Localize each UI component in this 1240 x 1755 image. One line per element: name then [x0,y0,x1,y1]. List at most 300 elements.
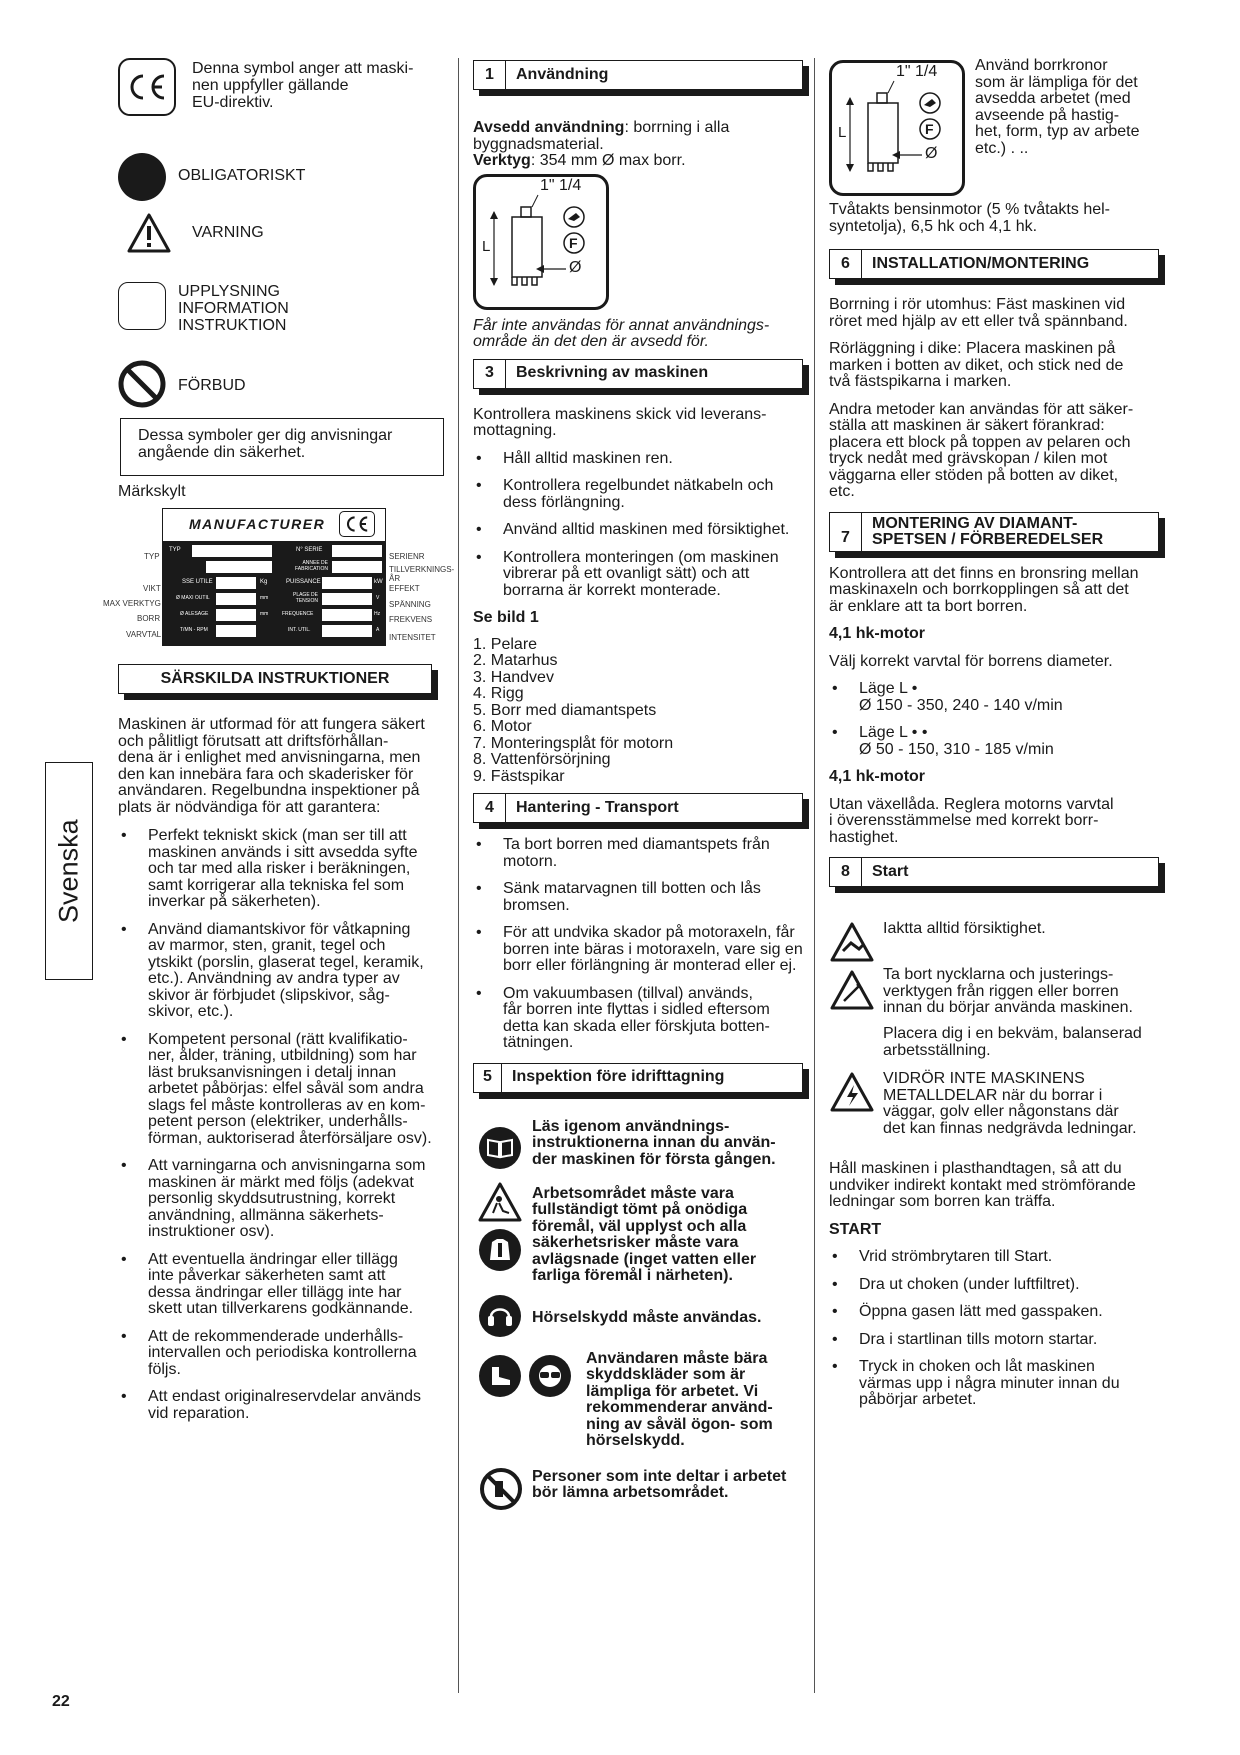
list-item [473,881,803,914]
item-line: Placera dig i en bekväm, balanserad [883,1025,1142,1042]
paragraph [829,297,1159,330]
tool-label: Verktyg [473,152,531,169]
item-line: rekommenderar använd- [586,1399,773,1416]
item-line: farliga föremål i närheten). [532,1267,733,1284]
plate-field [216,625,256,637]
symbols-box-line: Dessa symboler ger dig anvisningar [138,427,393,444]
list-item-line: värmas upp i några minuter innan du [859,1374,1120,1392]
item-line: föremål, väl upplyst och alla [532,1217,747,1235]
symbols-info-box [120,418,444,476]
intended-use-text: byggnadsmaterial. [473,135,604,153]
plate-unit: A [376,627,380,633]
engine-text [829,202,1159,235]
eye-protection-icon [529,1355,571,1397]
ce-text-line: Denna symbol anger att maski- [192,60,414,77]
tool-text: : 354 mm Ø max borr. [530,152,686,169]
list-item-line: samt korrigerar alla tekniska fel som [148,876,405,894]
section-number: 8 [830,858,862,886]
plate-outer-label: VIKT [143,584,161,593]
section-title [862,516,1103,548]
plate-outer-label: SPÄNNING [389,600,431,609]
plate-field [322,593,372,605]
s7-line: maskinaxeln och borrkopplingen så att det [829,581,1129,598]
list-item [473,522,803,539]
list-item-line: • Perfekt tekniskt skick (man ser till att [148,827,407,844]
list-item-line: • Öppna gasen lätt med gasspaken. [859,1303,1103,1320]
hold-line: ledningar som borren kan träffa. [829,1193,1056,1210]
list-item [118,1158,454,1241]
list-item [473,451,803,468]
s7-line: är enklare att ta bort borren. [829,597,1028,615]
header-box [473,359,803,389]
info-line: INSTRUKTION [178,317,287,334]
section-title: Hantering - Transport [516,798,679,816]
start-warning-position [883,1026,1142,1059]
paragraph-line: etc. [829,483,855,500]
bits-line: avseende på hastig- [975,106,1120,124]
plate-field [216,609,256,621]
clothing-icon [479,1229,521,1271]
inspection-item-bystanders [532,1469,786,1502]
plate-outer-label: BORR [137,614,161,623]
item-line: Ta bort nycklarna och justerings- [883,966,1114,983]
figure-thread-label: 1" 1/4 [896,63,938,80]
item-line: innan du börjar använda maskinen. [883,999,1133,1016]
list-item-line: • Läge L • • [859,724,928,741]
list-item-line: dessa ändringar eller tillägg inte har [148,1283,402,1301]
plate-field [206,561,272,573]
motor-text: Välj korrekt varvtal för borrens diameter. [829,652,1113,670]
item-line: säkerhetsrisker måste vara [532,1234,739,1251]
list-item-line: av marmor, sten, granit, tegel och [148,937,386,954]
item-line: verktygen från riggen eller borren [883,982,1119,1000]
start-heading: START [829,1220,882,1238]
plate-ce-icon [339,511,375,537]
safety-boots-icon [479,1355,521,1397]
special-bullets [118,828,454,1433]
list-item-line: skivor är förbjudet (slipskivor, såg- [148,986,390,1004]
list-item-line: • Att endast originalreservdelar används [148,1388,422,1405]
list-item [118,922,454,1021]
bits-line: som är lämpliga för det [975,73,1138,91]
plate-outer-label: TILLVERKNINGS- [389,565,455,574]
list-item-line: dess förlängning. [503,493,625,511]
plate-unit: mm [260,595,269,601]
list-item-line: skivor, etc.). [148,1003,234,1020]
list-item-line: • Kontrollera regelbundet nätkabeln och [503,477,774,494]
list-item-line: maskinen används i sitt avsedda syfte [148,843,418,861]
plate-outer-label: TYP [144,552,160,561]
item-line: Läs igenom användnings- [532,1117,730,1135]
prohibited-icon [117,359,167,414]
s6-paragraphs [829,297,1159,501]
bits-line: het, form, typ av arbete [975,123,1140,140]
list-item-line: • Vrid strömbrytaren till Start. [859,1248,1053,1265]
item-line: arbetsställning. [883,1041,991,1059]
item-line: lämpliga för arbetet. Vi [586,1382,759,1400]
inspection-item-clothing [586,1351,773,1450]
list-item-line: inverkar på säkerheten). [148,893,321,910]
obligatory-icon [118,153,166,201]
bits-text [975,58,1165,157]
list-item-line: • Kompetent personal (rätt kvalifikatio- [148,1030,408,1048]
plate-header [163,509,385,539]
section-title-line: MONTERING AV DIAMANT- [872,514,1078,532]
section-6-header [829,249,1159,279]
list-item-line: motorn. [503,852,558,870]
list-item-line: får borren inte flyttas i sidled eftersom [503,1001,770,1018]
list-item [829,1304,1159,1321]
part-item: 2. Matarhus [473,652,558,669]
plate-cell-text: PLAGE DE [292,592,318,598]
list-item-line: etc.). Användning av andra typer av [148,970,400,987]
inspection-item-work-area [532,1186,756,1285]
not-allowed-text: Får inte användas för annat användnings- [473,316,770,334]
paragraph [829,402,1159,501]
s7-line: Kontrollera att det finns en bronsring mellan [829,564,1139,582]
drill-bit-block [829,58,1159,198]
plate-field [332,545,382,557]
intro-line: Maskinen är utformad för att fungera säkert [118,716,425,733]
list-item-line: påbörjar arbetet. [859,1391,977,1408]
info-line: INFORMATION [178,300,289,317]
paragraph-line: Rörläggning i dike: Placera maskinen på [829,340,1116,357]
inspection-item-manual [532,1119,776,1169]
inspection-items [473,1105,803,1525]
list-item-line: maskinen är märkt med följs (adekvat [148,1173,414,1191]
plate-unit: Hz [374,611,381,617]
start-warnings [829,899,1159,1149]
list-item [118,1252,454,1318]
plate-cell-text: FABRICATION [295,566,328,572]
list-item-line: ytskikt (porslin, glaserat tegel, keramik, [148,953,424,971]
list-item-line: petent person (elektriker, underhålls- [148,1113,408,1130]
plate-cell-label [278,560,328,572]
plate-outer-label: SERIENR [389,552,425,561]
header-box [829,857,1159,887]
plate-field [216,577,256,589]
list-item-line: inte påverkar säkerheten samt att [148,1267,386,1284]
item-line: Användaren måste bära [586,1349,768,1367]
plate-cell-label: FREQUENCE [282,611,314,617]
list-item [473,478,803,511]
list-item [829,1359,1159,1409]
plate-cell-label: Ø MAXI OUTIL [176,595,210,601]
see-figure-label: Se bild 1 [473,609,539,626]
list-item [829,1277,1159,1294]
plate-row [166,560,384,574]
header-box [473,60,803,90]
info-line: UPPLYSNING [178,283,280,300]
info-icon [118,282,166,330]
column-divider-2 [814,58,815,1693]
plate-row [166,576,384,590]
list-item [829,725,1159,758]
plate-cell-label: Ø ALESAGE [180,611,209,617]
bits-line: Använd borrkronor [975,57,1108,74]
section-number: 5 [474,1064,502,1092]
list-item-line: läst bruksanvisningen i detalj innan [148,1063,397,1081]
plate-outer-label: FREKVENS [389,615,433,624]
part-item: 8. Vattenförsörjning [473,751,611,768]
list-item-line: slags fel måste kontrolleras av en kom- [148,1096,426,1114]
figure-length-label: L [482,237,491,255]
section-8-header [829,857,1159,887]
plate-field [322,609,372,621]
paragraph [829,341,1159,391]
plate-unit: kW [374,579,383,585]
list-item-line: arbetet påbörjas: elfel såväl som andra [148,1080,424,1097]
plate-cell-label: T/MN - RPM [180,627,208,633]
engine-line: syntetolja), 6,5 hk och 4,1 hk. [829,217,1038,235]
item-line: väggar, golv eller någonstans där [883,1103,1119,1120]
list-item-line: • Tryck in choken och låt maskinen [859,1358,1095,1375]
part-item: 4. Rigg [473,685,524,702]
ce-text-line: EU-direktiv. [192,94,274,111]
plate-cell-text: TENSION [295,598,318,604]
tool-spec [473,153,803,170]
item-line: hörselskydd. [586,1432,685,1449]
item-line: instruktionerna innan du använ- [532,1134,776,1151]
plate-outer-label: MAX VERKTYG [103,599,161,608]
section-title: Start [872,862,909,880]
list-item-line: Ø 150 - 350, 240 - 140 v/min [859,696,1063,714]
warning-icon [126,212,172,259]
header-box [829,249,1159,279]
paragraph-line: röret med hjälp av ett eller två spännband. [829,312,1128,330]
section-title-line: SPETSEN / FÖRBEREDELSER [872,530,1104,548]
intended-use-label: Avsedd användning [473,119,625,136]
start-warning-tools [883,967,1133,1017]
obligatory-label: OBLIGATORISKT [178,167,306,184]
special-instructions-title: SÄRSKILDA INSTRUKTIONER [118,664,432,694]
paragraph-line: Borrning i rör utomhus: Fäst maskinen vid [829,296,1126,313]
part-item: 7. Monteringsplåt för motorn [473,734,674,752]
intro-line: användaren. Regelbundna inspektioner på [118,782,420,799]
caution-icon [829,921,875,968]
motor-line: Utan växellåda. Reglera motorns varvtal [829,795,1114,813]
motor-line: hastighet. [829,828,899,846]
list-item-line: bromsen. [503,896,570,914]
list-item [118,1329,454,1379]
engine-line: Tvåtakts bensinmotor (5 % tvåtakts hel- [829,201,1110,218]
part-item: 6. Motor [473,718,532,735]
hold-line: Håll maskinen i plasthandtagen, så att du [829,1160,1122,1177]
section-1-header [473,60,803,90]
list-item-line: • Använd diamantskivor för våtkapning [148,920,411,938]
item-line: VIDRÖR INTE MASKINENS [883,1070,1085,1087]
motor-subheading: 4,1 hk-motor [829,768,926,785]
s3-intro-line: mottagning. [473,422,557,439]
section-7-header [829,512,1159,552]
list-item-line: vid reparation. [148,1404,250,1422]
intro-line: dena är i enlighet med anvisningarna, men [118,749,421,766]
list-item-line: skett utan tillverkarens godkännande. [148,1300,414,1317]
header-box [829,512,1159,552]
plate-row [166,592,384,606]
item-line: avlägsnade (inget vatten eller [532,1250,757,1268]
list-item-line: borren inte bäras i motoraxeln, vare sig en [503,940,803,958]
start-warning-caution: Iaktta alltid försiktighet. [883,920,1046,937]
hold-text [829,1161,1159,1211]
list-item-line: borrarna är korrekt monterade. [503,581,721,599]
list-item-line: vibrerar på ett ovanligt sätt) och att [503,565,750,582]
list-item [829,1249,1159,1266]
list-item-line: intervallen och periodiska kontrollerna [148,1344,417,1361]
special-intro [118,717,454,816]
plate-unit: Kg [260,579,268,585]
plate-outer-label: INTENSITET [389,633,436,642]
figure-thread-label: 1" 1/4 [540,176,582,194]
plate-outer-label: ÅR [389,574,401,583]
list-item-line: • Håll alltid maskinen ren. [503,449,673,467]
intro-line: den kan innebära fara och skaderisker för [118,765,414,783]
plate-outer-label: EFFEKT [389,584,420,593]
item-line: bör lämna arbetsområdet. [532,1484,729,1501]
plate-cell-label: INT. UTIL. [288,627,311,633]
plate-field [322,577,372,589]
ce-text-line: nen uppfyller gällande [192,77,349,94]
header-box [473,1063,803,1093]
page-number: 22 [52,1693,70,1710]
plate-row [166,624,384,638]
paragraph-line: placera ett block på toppen av pelaren och [829,433,1131,451]
list-item [473,550,803,600]
motor-text [829,797,1159,847]
column-2 [473,58,803,1525]
section-3-header [473,359,803,389]
drill-bit-icon [476,177,606,307]
plate-field [322,625,372,637]
remove-tools-icon [829,969,875,1016]
item-line: Arbetsområdet måste vara [532,1184,734,1202]
plate-field [192,545,272,557]
list-item-line: Ø 50 - 150, 310 - 185 v/min [859,740,1054,758]
symbols-box-line: angående din säkerhet. [138,444,306,461]
list-item [473,986,803,1052]
plate-cell-label [274,592,318,604]
plate-label: Märkskylt [118,483,186,500]
not-allowed-text: område än det den är avsedd för. [473,333,709,350]
plate-cell-text: ANNEE DE [302,560,328,566]
list-item-line: • Ta bort borren med diamantspets från [503,836,770,853]
figure-diameter-label: Ø [569,258,582,276]
paragraph-line: väggarna eller stöden på botten av diket, [829,466,1119,484]
hold-line: undviker indirekt kontakt med strömförande [829,1176,1136,1194]
ce-text [192,60,413,111]
paragraph-line: ställa att maskinen är säkert förankrad: [829,417,1105,434]
intended-use [473,120,803,137]
special-instructions-header [118,664,432,694]
list-item-line: • Dra i startlinan tills motorn startar. [859,1330,1098,1348]
paragraph-line: marken i botten av diket, och stick ned de [829,356,1124,374]
bystanders-prohibited-icon [479,1467,523,1516]
column-3 [829,58,1159,1420]
list-item-line: • För att undvika skador på motoraxeln, får [503,924,795,941]
item-line: det kan finnas nedgrävda ledningar. [883,1119,1137,1137]
plate-row [166,544,384,558]
section-number: 1 [474,61,506,89]
plate-cell-label: SSE UTILE [182,579,213,585]
figure-f-label: F [925,121,934,137]
paragraph-line: tryck nedåt med grävskopan / kilen mot [829,450,1108,467]
section-number: 7 [830,513,862,551]
work-area-warning-icon [477,1181,523,1228]
section-title: Beskrivning av maskinen [516,364,709,382]
intended-use-text: : borrning i alla [624,119,730,136]
item-line: METALLDELAR när du borrar i [883,1086,1103,1104]
section-title: Användning [516,65,609,83]
intro-line: plats är nödvändiga för att garantera: [118,798,381,816]
list-item [118,1389,454,1422]
plate-unit: V [376,595,380,601]
list-item-line: • Läge L • [859,680,918,697]
part-item: 3. Handvev [473,668,554,686]
ce-icon [118,58,176,116]
drill-bit-figure [829,60,965,196]
plate-outer-label: VARVTAL [126,630,162,639]
list-item-line: borr eller förlängning är monterad eller ej. [503,957,797,974]
plate-unit: mm [260,611,269,617]
plate-cell-label: PUISSANCE [286,579,321,585]
list-item [118,828,454,911]
list-item-line: • Om vakuumbasen (tillval) används, [503,984,753,1002]
list-item-line: och tar med alla risker i beräkningen, [148,860,411,877]
hearing-protection-icon [479,1295,521,1337]
list-item-line: ner, ålder, träning, utbildning) som har [148,1047,417,1064]
motor-subheading: 4,1 hk-motor [829,625,926,642]
list-item [118,1032,454,1148]
info-text [178,283,289,334]
plate-field [332,561,382,573]
list-item-line: instruktioner osv). [148,1223,275,1240]
item-line: der maskinen för första gången. [532,1150,776,1168]
list-item [473,837,803,870]
item-line: fullständigt tömt på onödiga [532,1201,748,1218]
list-item-line: användning, allmänna säkerhets- [148,1206,384,1224]
plate-manufacturer: MANUFACTURER [189,515,326,532]
list-item-line: • Dra ut choken (under luftfiltret). [859,1275,1080,1293]
list-item-line: • Att varningarna och anvisningarna som [148,1157,426,1174]
section-4-header [473,793,803,823]
plate-cell-label: TYP [169,547,181,553]
item-line: Personer som inte deltar i arbetet [532,1467,787,1485]
item-line: skyddskläder som är [586,1366,746,1383]
s7-text [829,566,1159,616]
plate-field [216,593,256,605]
section-number: 4 [474,794,506,822]
list-item-line: detta kan skada eller förskjuta botten- [503,1017,770,1035]
intro-line: och pålitligt förutsatt att driftsförhållan- [118,732,389,750]
column-divider-1 [458,58,459,1693]
list-item [829,681,1159,714]
section-5-header [473,1063,803,1093]
language-tab [45,762,93,980]
figure-f-label: F [569,234,578,251]
prohibited-label: FÖRBUD [178,377,246,394]
header-box [473,793,803,823]
drill-bit-icon [832,63,962,193]
figure-length-label: L [838,124,847,141]
rating-plate [162,508,386,646]
item-line: ning av såväl ögon- som [586,1415,773,1433]
list-item-line: förman, auktoriserad återförsäljare osv). [148,1129,432,1147]
section-number: 3 [474,360,506,388]
list-item [829,1332,1159,1349]
part-item: 1. Pelare [473,635,538,653]
parts-list [473,637,803,786]
part-item: 9. Fästspikar [473,767,565,785]
